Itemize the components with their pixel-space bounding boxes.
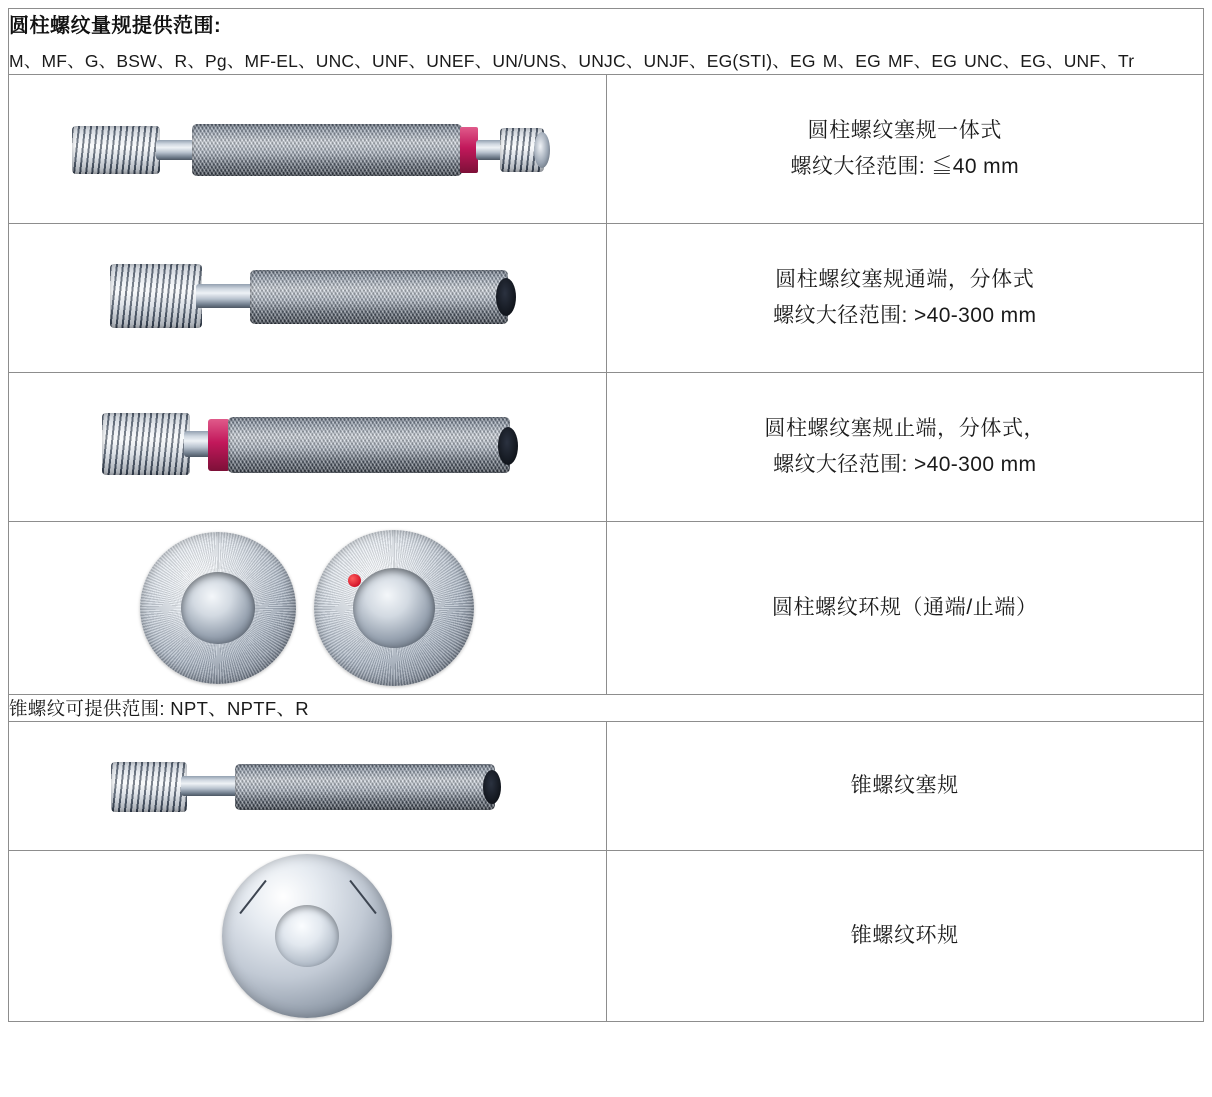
taper-thread-section-label: 锥螺纹可提供范围: NPT、NPTF、R [9,695,1204,722]
shank-icon [196,284,256,308]
table-row [9,522,1204,695]
image-cell [9,373,607,522]
table-row [9,722,1204,851]
description-line: 圆柱螺纹塞规通端，分体式 [775,267,1035,291]
taper-thread-ring-gauge-image [9,851,606,1021]
ring-gauge-pair [140,530,474,686]
bore-end-icon [496,278,516,316]
table-row [9,373,1204,522]
description-line: 圆柱螺纹塞规一体式 [807,118,1002,142]
knurled-handle-icon [250,270,508,324]
gauge-illustration [82,250,532,346]
section-row [9,695,1204,722]
red-band-icon [208,419,230,471]
ring-gauge-go-icon [140,532,296,684]
thread-go-end-icon [72,126,160,174]
image-cell [9,722,607,851]
taper-thread-plug-gauge-image [9,722,606,850]
description-line: 锥螺纹环规 [850,923,959,947]
description-line: 螺纹大径范围: ≦40 mm [790,155,1019,179]
description-cell [606,851,1204,1022]
cylindrical-thread-plug-gauge-one-piece-image [9,75,606,223]
image-cell [9,75,607,224]
table-header-row [9,9,1204,75]
table-row [9,75,1204,224]
knurled-handle-icon [228,417,510,473]
ring-slit-icon [350,880,377,914]
page-title: 圆柱螺纹量规提供范围: [9,15,222,37]
ring-gauge-nogo-icon [314,530,474,686]
cylindrical-thread-plug-gauge-nogo-end-image [9,373,606,521]
table-row [9,851,1204,1022]
description-cell [606,373,1204,522]
table-row [9,224,1204,373]
ring-gauge-bore [181,572,255,644]
description-line: 螺纹大径范围: >40-300 mm [773,453,1037,477]
image-cell [9,851,607,1022]
description-cell [606,224,1204,373]
cylindrical-thread-ring-gauge-image [9,522,606,694]
shank-left-icon [156,140,196,160]
bore-end-icon [498,427,518,465]
header-cell [9,9,1204,75]
taper-ring-bore [275,905,339,967]
taper-thread-end-icon [111,762,187,812]
description-line: 螺纹大径范围: >40-300 mm [773,304,1037,328]
thread-types-list: M、MF、G、BSW、R、Pg、MF-EL、UNC、UNF、UNEF、UN/UNS、UNJC、UNJF、EG(STI)、EG M、EG MF、EG UNC、EG、UNF、Tr [9,51,1135,71]
description-line: 锥螺纹塞规 [850,773,959,797]
thread-go-end-icon [110,264,202,328]
gauge-illustration [72,106,542,192]
image-cell [9,224,607,373]
taper-ring-gauge-icon [222,854,392,1018]
thread-nogo-end-icon [102,413,190,475]
ring-gauge-bore [353,568,435,648]
bore-end-icon [483,770,501,804]
description-cell [606,75,1204,224]
end-face-icon [534,132,550,168]
thread-gauge-spec-table [8,8,1204,1022]
description-cell [606,722,1204,851]
knurled-handle-icon [235,764,495,810]
ring-slit-icon [240,880,267,914]
description-cell [606,522,1204,695]
shank-icon [181,776,241,796]
description-line: 圆柱螺纹塞规止端，分体式， [764,416,1046,440]
gauge-illustration [87,746,527,826]
image-cell [9,522,607,695]
cylindrical-thread-plug-gauge-go-end-image [9,224,606,372]
gauge-illustration [82,399,532,495]
knurled-handle-icon [192,124,462,176]
description-line: 圆柱螺纹环规（通端/止端） [771,595,1038,619]
